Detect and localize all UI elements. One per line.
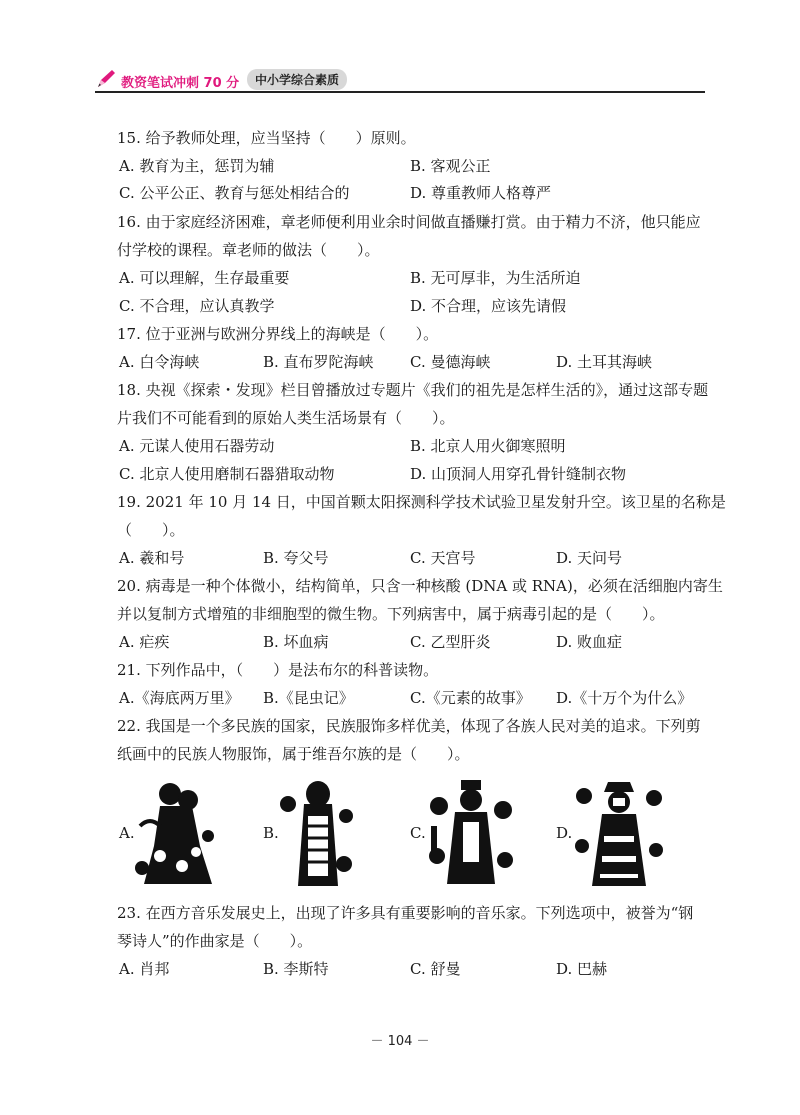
question-18-option-b: B. 北京人用火御寒照明: [410, 437, 566, 455]
question-16-option-c: C. 不合理，应认真教学: [119, 297, 275, 315]
question-18-stem: 18. 央视《探索・发现》栏目曾播放过专题片《我们的祖先是怎样生活的》，通过这部专题: [117, 381, 709, 399]
question-21-option-d: D.《十万个为什么》: [556, 689, 693, 707]
question-19-option-b: B. 夸父号: [263, 549, 329, 567]
question-19-option-d: D. 天问号: [556, 549, 623, 567]
page-number: － 104 －: [370, 1034, 430, 1049]
question-15-option-a: A. 教育为主，惩罚为辅: [119, 157, 275, 175]
header-rule: [95, 91, 705, 93]
question-23-option-a: A. 肖邦: [119, 960, 170, 978]
question-16-option-a: A. 可以理解，生存最重要: [119, 269, 290, 287]
question-22-stem-cont: 纸画中的民族人物服饰，属于维吾尔族的是（ ）。: [117, 745, 470, 763]
question-20-stem-cont: 并以复制方式增殖的非细胞型的微生物。下列病害中，属于病毒引起的是（ ）。: [117, 605, 665, 623]
papercut-figure-c-image: [425, 776, 517, 891]
question-21-option-b: B.《昆虫记》: [263, 689, 354, 707]
question-18-option-a: A. 元谋人使用石器劳动: [119, 437, 275, 455]
question-16-stem-cont: 付学校的课程。章老师的做法（ ）。: [117, 241, 380, 259]
question-22-option-a: A.: [119, 824, 135, 842]
header-tag: 中小学综合素质: [247, 69, 347, 90]
question-23-option-d: D. 巴赫: [556, 960, 608, 978]
question-15-option-d: D. 尊重教师人格尊严: [410, 184, 552, 202]
question-19-option-a: A. 羲和号: [119, 549, 185, 567]
question-20-stem: 20. 病毒是一种个体微小，结构简单，只含一种核酸 (DNA 或 RNA)，必须在活细胞内寄生: [117, 577, 723, 595]
question-19-option-c: C. 天宫号: [410, 549, 476, 567]
question-23-option-c: C. 舒曼: [410, 960, 461, 978]
question-17-stem: 17. 位于亚洲与欧洲分界线上的海峡是（ ）。: [117, 325, 439, 343]
header-brand: 教资笔试冲刺 70 分: [121, 76, 240, 91]
question-23-option-b: B. 李斯特: [263, 960, 329, 978]
question-23-stem: 23. 在西方音乐发展史上，出现了许多具有重要影响的音乐家。下列选项中，被誉为“钢: [117, 904, 694, 922]
question-20-option-d: D. 败血症: [556, 633, 623, 651]
question-21-stem: 21. 下列作品中，（ ）是法布尔的科普读物。: [117, 661, 439, 679]
papercut-figure-a-image: [130, 776, 225, 891]
question-16-option-d: D. 不合理，应该先请假: [410, 297, 567, 315]
papercut-figure-d-image: [574, 776, 664, 891]
question-21-option-a: A.《海底两万里》: [119, 689, 240, 707]
question-20-option-a: A. 疟疾: [119, 633, 170, 651]
question-19-stem-cont: （ ）。: [117, 521, 185, 539]
question-22-option-b: B.: [263, 824, 279, 842]
question-20-option-b: B. 坏血病: [263, 633, 329, 651]
question-20-option-c: C. 乙型肝炎: [410, 633, 491, 651]
question-21-option-c: C.《元素的故事》: [410, 689, 531, 707]
question-18-option-c: C. 北京人使用磨制石器猎取动物: [119, 465, 335, 483]
papercut-figure-b-image: [276, 776, 361, 891]
question-16-option-b: B. 无可厚非，为生活所迫: [410, 269, 581, 287]
page-header: [95, 66, 705, 96]
question-17-option-c: C. 曼德海峡: [410, 353, 491, 371]
question-22-option-d: D.: [556, 824, 573, 842]
question-19-stem: 19. 2021 年 10 月 14 日，中国首颗太阳探测科学技术试验卫星发射升空。该卫星的名称是: [117, 493, 726, 511]
question-15-stem: 15. 给予教师处理，应当坚持（ ）原则。: [117, 129, 416, 147]
question-17-option-a: A. 白令海峡: [119, 353, 200, 371]
question-18-stem-cont: 片我们不可能看到的原始人类生活场景有（ ）。: [117, 409, 455, 427]
question-18-option-d: D. 山顶洞人用穿孔骨针缝制衣物: [410, 465, 627, 483]
question-15-option-c: C. 公平公正、教育与惩处相结合的: [119, 184, 350, 202]
question-17-option-d: D. 土耳其海峡: [556, 353, 653, 371]
question-22-option-c: C.: [410, 824, 426, 842]
question-23-stem-cont: 琴诗人”的作曲家是（ ）。: [117, 932, 313, 950]
question-16-stem: 16. 由于家庭经济困难，章老师便利用业余时间做直播赚打赏。由于精力不济，他只能应: [117, 213, 701, 231]
question-17-option-b: B. 直布罗陀海峡: [263, 353, 374, 371]
question-22-stem: 22. 我国是一个多民族的国家，民族服饰多样优美，体现了各族人民对美的追求。下列剪: [117, 717, 701, 735]
question-15-option-b: B. 客观公正: [410, 157, 491, 175]
pencil-icon: [95, 68, 117, 90]
